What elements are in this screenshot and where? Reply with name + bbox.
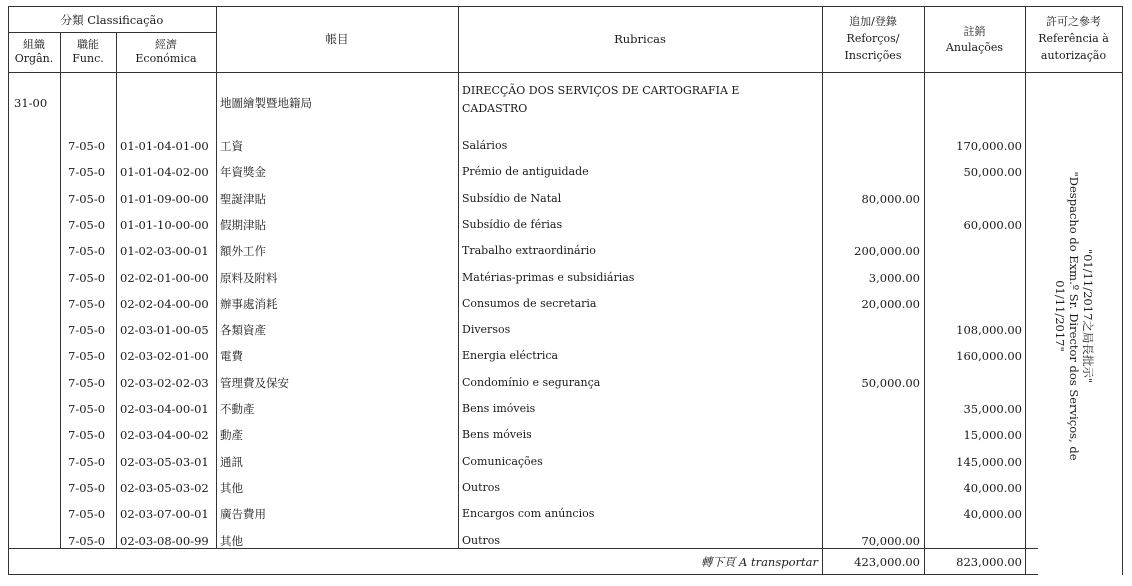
header-econ-pt: Económica	[135, 52, 197, 65]
row-rubrica-pt: Bens imóveis	[462, 402, 536, 415]
row-rubrica-pt: Outros	[462, 481, 501, 494]
row-anulacoes: 60,000.00	[963, 218, 1022, 232]
row-reforcos: 50,000.00	[861, 376, 920, 390]
row-econ-code: 02-02-01-00-00	[120, 271, 209, 285]
dept-name-pt-line2: CADASTRO	[462, 102, 528, 115]
row-reforcos: 80,000.00	[861, 192, 920, 206]
row-account-zh: 其他	[220, 481, 243, 495]
budget-sheet	[8, 6, 1123, 575]
row-account-zh: 辦事處消耗	[220, 297, 278, 311]
header-organ-zh: 組織	[23, 38, 45, 51]
row-account-zh: 管理費及保安	[220, 376, 289, 390]
row-anulacoes: 160,000.00	[956, 349, 1022, 363]
authorization-line2: "Despacho do Exm.º Sr. Director dos Serviços, de	[1066, 171, 1081, 461]
row-func-code: 7-05-0	[68, 534, 106, 548]
header-ref-pt1: Referência à	[1038, 32, 1109, 45]
header-ref-zh: 許可之參考	[1046, 15, 1101, 28]
row-anulacoes: 15,000.00	[963, 428, 1022, 442]
dept-organ-code: 31-00	[14, 96, 48, 110]
row-func-code: 7-05-0	[68, 323, 106, 337]
dept-name-zh: 地圖繪製暨地籍局	[220, 96, 312, 110]
row-econ-code: 02-03-01-00-05	[120, 323, 209, 337]
row-reforcos: 3,000.00	[868, 271, 920, 285]
row-rubrica-pt: Trabalho extraordinário	[462, 244, 596, 257]
authorization-line1: "01/11/2017之局長批示"	[1080, 248, 1095, 384]
row-func-code: 7-05-0	[68, 428, 106, 442]
row-reforcos: 20,000.00	[861, 297, 920, 311]
row-func-code: 7-05-0	[68, 139, 106, 153]
header-func-pt: Func.	[72, 52, 104, 65]
row-func-code: 7-05-0	[68, 455, 106, 469]
row-anulacoes: 35,000.00	[963, 402, 1022, 416]
row-anulacoes: 170,000.00	[956, 139, 1022, 153]
row-econ-code: 02-03-05-03-01	[120, 455, 209, 469]
row-rubrica-pt: Bens móveis	[462, 428, 532, 441]
header-reforcos-pt2: Inscrições	[844, 49, 902, 62]
authorization-reference	[1025, 166, 1122, 466]
row-rubrica-pt: Outros	[462, 534, 501, 547]
row-rubrica-pt: Energia eléctrica	[462, 349, 559, 362]
row-econ-code: 02-03-04-00-02	[120, 428, 209, 442]
row-rubrica-pt: Subsídio de férias	[462, 218, 563, 231]
row-func-code: 7-05-0	[68, 271, 106, 285]
header-account: 帳目	[325, 32, 349, 46]
row-rubrica-pt: Prémio de antiguidade	[462, 165, 589, 178]
row-rubrica-pt: Comunicações	[462, 455, 543, 468]
col-sep-rubricas	[822, 6, 823, 575]
bottom-rule	[8, 574, 1038, 575]
row-econ-code: 01-01-04-01-00	[120, 139, 209, 153]
header-reforcos-pt1: Reforços/	[846, 32, 900, 45]
row-econ-code: 01-01-10-00-00	[120, 218, 209, 232]
row-func-code: 7-05-0	[68, 349, 106, 363]
row-anulacoes: 108,000.00	[956, 323, 1022, 337]
total-anulacoes: 823,000.00	[956, 555, 1022, 569]
row-anulacoes: 145,000.00	[956, 455, 1022, 469]
total-reforcos: 423,000.00	[854, 555, 920, 569]
row-reforcos: 70,000.00	[861, 534, 920, 548]
col-sep-account	[458, 6, 459, 548]
row-anulacoes: 40,000.00	[963, 481, 1022, 495]
row-anulacoes: 40,000.00	[963, 507, 1022, 521]
row-account-zh: 其他	[220, 534, 243, 548]
row-account-zh: 年資獎金	[220, 165, 266, 179]
row-rubrica-pt: Encargos com anúncios	[462, 507, 595, 520]
classification-rule	[8, 32, 216, 33]
authorization-line3: 01/11/2017"	[1052, 280, 1067, 352]
row-econ-code: 02-03-02-01-00	[120, 349, 209, 363]
col-sep-organ	[60, 32, 61, 548]
row-account-zh: 動產	[220, 428, 243, 442]
row-func-code: 7-05-0	[68, 402, 106, 416]
row-econ-code: 02-03-04-00-01	[120, 402, 209, 416]
row-func-code: 7-05-0	[68, 244, 106, 258]
row-account-zh: 廣告費用	[220, 507, 266, 521]
header-anulacoes-zh: 註銷	[963, 25, 986, 38]
row-account-zh: 通訊	[220, 455, 243, 469]
row-func-code: 7-05-0	[68, 218, 106, 232]
row-econ-code: 01-02-03-00-01	[120, 244, 209, 258]
col-sep-func	[116, 32, 117, 548]
row-rubrica-pt: Consumos de secretaria	[462, 297, 597, 310]
header-ref-pt2: autorização	[1040, 49, 1107, 62]
col-sep-econ	[216, 6, 217, 548]
top-rule	[8, 6, 1123, 7]
row-func-code: 7-05-0	[68, 376, 106, 390]
row-account-zh: 聖誕津貼	[220, 192, 266, 206]
dept-name-pt-line1: DIRECÇÃO DOS SERVIÇOS DE CARTOGRAFIA E	[462, 84, 740, 97]
row-account-zh: 假期津貼	[220, 218, 266, 232]
row-econ-code: 02-03-02-02-03	[120, 376, 209, 390]
row-rubrica-pt: Salários	[462, 139, 508, 152]
row-func-code: 7-05-0	[68, 297, 106, 311]
row-econ-code: 02-03-05-03-02	[120, 481, 209, 495]
row-account-zh: 不動產	[220, 402, 255, 416]
header-econ-zh: 經濟	[155, 38, 177, 51]
carry-forward-label: 轉下頁 A transportar	[700, 555, 818, 569]
row-rubrica-pt: Subsídio de Natal	[462, 192, 562, 205]
row-func-code: 7-05-0	[68, 165, 106, 179]
header-bottom-rule	[8, 72, 1123, 73]
right-border	[1122, 6, 1123, 575]
row-econ-code: 02-03-08-00-99	[120, 534, 209, 548]
row-account-zh: 工資	[220, 139, 243, 153]
row-rubrica-pt: Matérias-primas e subsidiárias	[462, 271, 635, 284]
col-sep-reforcos	[924, 6, 925, 575]
header-reforcos-zh: 追加/登錄	[849, 15, 897, 28]
row-account-zh: 電費	[220, 349, 243, 363]
row-func-code: 7-05-0	[68, 481, 106, 495]
total-rule	[8, 548, 1038, 549]
header-organ-pt: Orgân.	[14, 52, 54, 65]
row-rubrica-pt: Diversos	[462, 323, 511, 336]
header-func-zh: 職能	[77, 38, 99, 51]
left-border	[8, 6, 9, 575]
row-func-code: 7-05-0	[68, 192, 106, 206]
header-anulacoes-pt: Anulações	[945, 41, 1004, 54]
row-econ-code: 02-03-07-00-01	[120, 507, 209, 521]
row-econ-code: 02-02-04-00-00	[120, 297, 209, 311]
row-rubrica-pt: Condomínio e segurança	[462, 376, 601, 389]
row-func-code: 7-05-0	[68, 507, 106, 521]
row-econ-code: 01-01-04-02-00	[120, 165, 209, 179]
row-anulacoes: 50,000.00	[963, 165, 1022, 179]
header-rubricas: Rubricas	[614, 32, 666, 46]
row-account-zh: 額外工作	[220, 244, 266, 258]
row-reforcos: 200,000.00	[854, 244, 920, 258]
header-classification: 分類 Classificação	[60, 13, 164, 27]
row-econ-code: 01-01-09-00-00	[120, 192, 209, 206]
row-account-zh: 各類資產	[220, 323, 266, 337]
row-account-zh: 原料及附料	[220, 271, 278, 285]
